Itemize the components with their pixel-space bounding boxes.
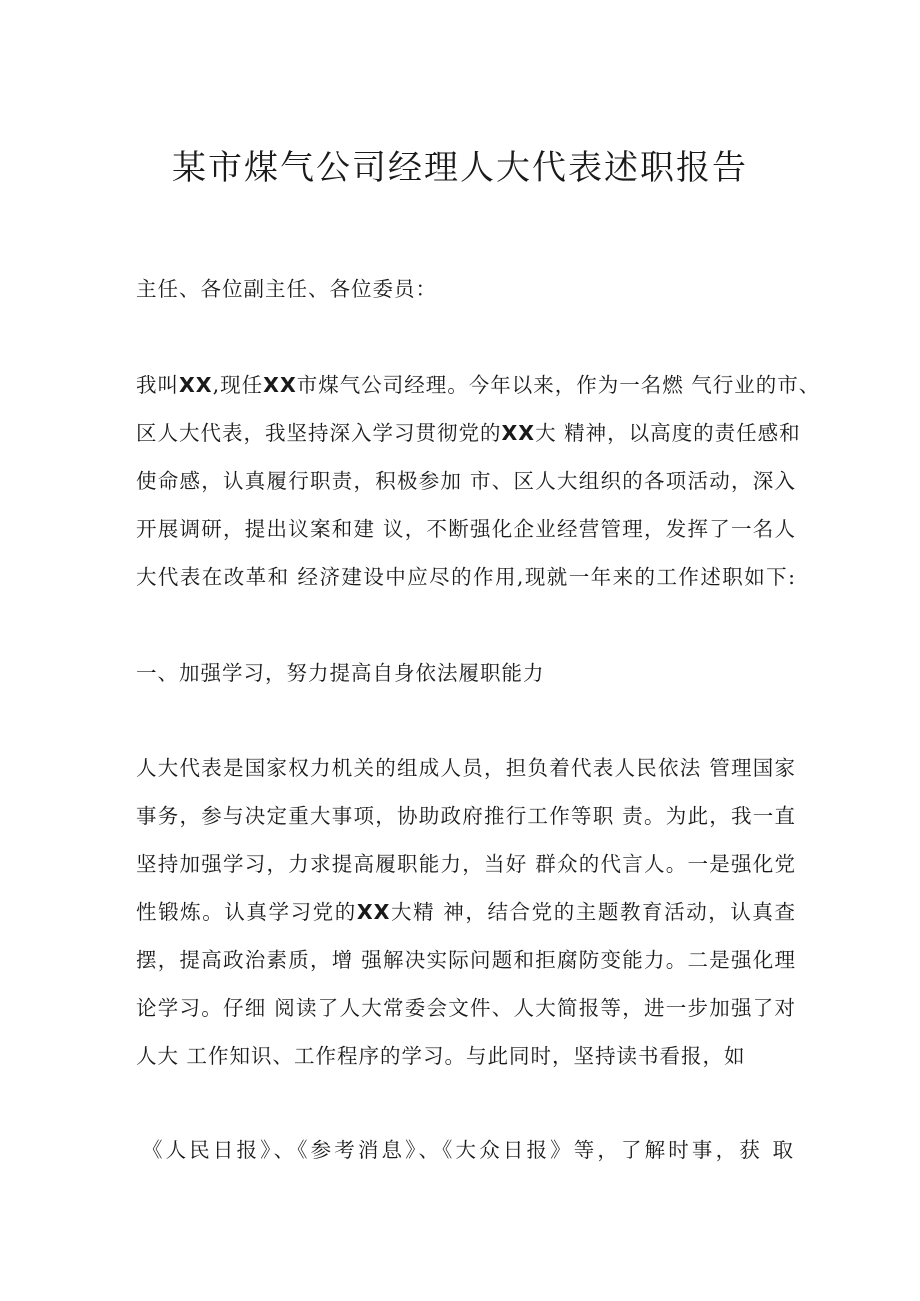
- section-heading-1: 一、加强学习，努力提高自身依法履职能力: [136, 661, 545, 685]
- para1-line-5: 大代表在改革和 经济建设中应尽的作用,现就一年来的工作述职如下:: [136, 565, 796, 589]
- para1-line-4: 开展调研，提出议案和建 议，不断强化企业经营管理，发挥了一名人: [136, 517, 796, 541]
- document-title: 某市煤气公司经理人大代表述职报告: [172, 148, 748, 188]
- para1-line-1: 我叫XX,现任XX市煤气公司经理。今年以来，作为一名燃 气行业的市、: [136, 373, 821, 397]
- para2-line-5: 摆，提高政治素质，增 强解决实际问题和拒腐防变能力。二是强化理: [136, 948, 796, 972]
- para2-line-3: 坚持加强学习，力求提高履职能力，当好 群众的代言人。一是强化党: [136, 852, 796, 876]
- para2-line-2: 事务，参与决定重大事项，协助政府推行工作等职 责。为此，我一直: [136, 804, 796, 828]
- para1-line-2: 区人大代表，我坚持深入学习贯彻党的XX大 精神，以高度的责任感和: [136, 421, 801, 445]
- para2-line-4: 性锻炼。认真学习党的XX大精 神，结合党的主题教育活动，认真查: [136, 900, 797, 924]
- para3-line-1: 《人民日报》、《参考消息》、《大众日报》等，了解时事，获 取: [142, 1138, 794, 1162]
- para1-line-3: 使命感，认真履行职责，积极参加 市、区人大组织的各项活动，深入: [136, 469, 796, 493]
- para2-line-7: 人大 工作知识、工作程序的学习。与此同时，坚持读书看报，如: [136, 1044, 746, 1068]
- greeting-line: 主任、各位副主任、各位委员：: [136, 277, 437, 301]
- para2-line-1: 人大代表是国家权力机关的组成人员，担负着代表人民依法 管理国家: [136, 756, 796, 780]
- para2-line-6: 论学习。仔细 阅读了人大常委会文件、人大简报等，进一步加强了对: [136, 996, 796, 1020]
